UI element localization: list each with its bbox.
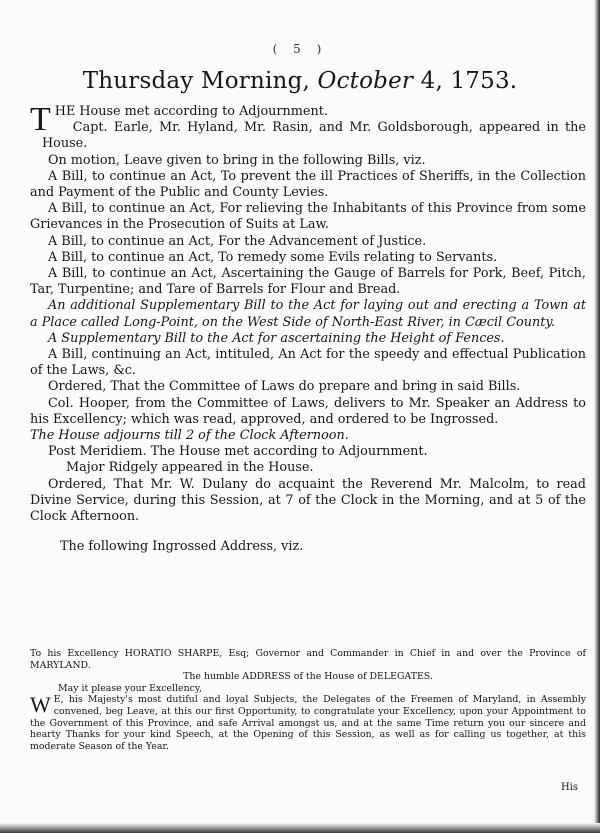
paragraph: Ordered, That the Committee of Laws do prepare and bring in said Bills.	[48, 379, 521, 395]
heading-day: Thursday Morning,	[82, 68, 311, 94]
paragraph: The following Ingrossed Address, viz.	[60, 539, 304, 555]
address-salutation: May it please your Excellency,	[58, 682, 202, 694]
paragraph: Major Ridgely appeared in the House.	[66, 460, 314, 476]
address-title: The humble ADDRESS of the House of DELEGATES.	[183, 671, 433, 683]
paragraph: The House adjourns till 2 of the Clock Afternoon.	[30, 428, 349, 444]
page-title	[0, 68, 600, 94]
paragraph: Capt. Earle, Mr. Hyland, Mr. Rasin, and Mr. Goldsborough, appeared in the House.	[42, 120, 586, 152]
paragraph: Ordered, That Mr. W. Dulany do acquaint the Reverend Mr. Malcolm, to read Divine Service, during this Session, at 7 of the Clock in the Morning, and at 5 of the Clock Afternoon.	[30, 476, 586, 525]
paragraph: A Bill, continuing an Act, intituled, An Act for the speedy and effectual Publication of the Laws, &c.	[30, 347, 586, 379]
spacer	[30, 525, 586, 539]
address-recipient: To his Excellency HORATIO SHARPE, Esq; Governor and Commander in Chief in and over the Province of MARYLAND.	[30, 648, 586, 671]
address-body	[30, 694, 586, 752]
paragraph-text: HE House met according to Adjournment.	[54, 104, 328, 119]
journal-body	[30, 101, 586, 555]
page-bottom-shadow	[0, 823, 600, 833]
paragraph: A Supplementary Bill to the Act for ascertaining the Height of Fences.	[48, 330, 505, 346]
paragraph: A Bill, to continue an Act, Ascertaining the Gauge of Barrels for Pork, Beef, Pitch, Tar, Turpentine; and Tare of Barrels for Flour and Bread.	[30, 266, 586, 298]
page-number: ( 5 )	[272, 42, 328, 56]
paragraph: An additional Supplementary Bill to the Act for laying out and erecting a Town at a Place called Long-Point, on the West Side of North-East River, in Cæcil County.	[30, 298, 586, 330]
paragraph: A Bill, to continue an Act, To prevent the ill Practices of Sheriffs, in the Collection and Payment of the Public and County Levies.	[30, 168, 586, 201]
paragraph: A Bill, to continue an Act, For relieving the Inhabitants of this Province from some Grievances in the Prosecution of Suits at Law.	[30, 201, 586, 233]
paragraph: Post Meridiem. The House met according to Adjournment.	[48, 444, 428, 460]
page-edge-shadow	[594, 0, 600, 833]
paragraph: A Bill, to continue an Act, To remedy some Evils relating to Servants.	[48, 249, 498, 265]
drop-cap: W	[30, 692, 51, 718]
heading-month: October	[317, 68, 414, 94]
heading-date: 4, 1753.	[420, 68, 518, 94]
paragraph: Col. Hooper, from the Committee of Laws, delivers to Mr. Speaker an Address to his Excellency; which was read, approved, and ordered to be Ingrossed.	[30, 395, 586, 427]
paragraph: A Bill, to continue an Act, For the Advancement of Justice.	[48, 233, 427, 249]
catchword: His	[560, 782, 578, 793]
address-body-text: E, his Majesty's most dutiful and loyal Subjects, the Delegates of the Freemen of Maryland, in Assembly convened, beg Leave, at this our first Opportunity, to congratulate your Excellency, upon your Appointment to the Government of this Province, and safe Arrival amongst us, and at the same Time return you our sincere and hearty Thanks for your kind Speech, at the Opening of this Session, as well as for calling us together, at this moderate Season of the Year.	[30, 694, 586, 752]
paragraph: On motion, Leave given to bring in the following Bills, viz.	[48, 152, 426, 168]
drop-cap: T	[30, 101, 51, 138]
address-block	[30, 648, 586, 752]
